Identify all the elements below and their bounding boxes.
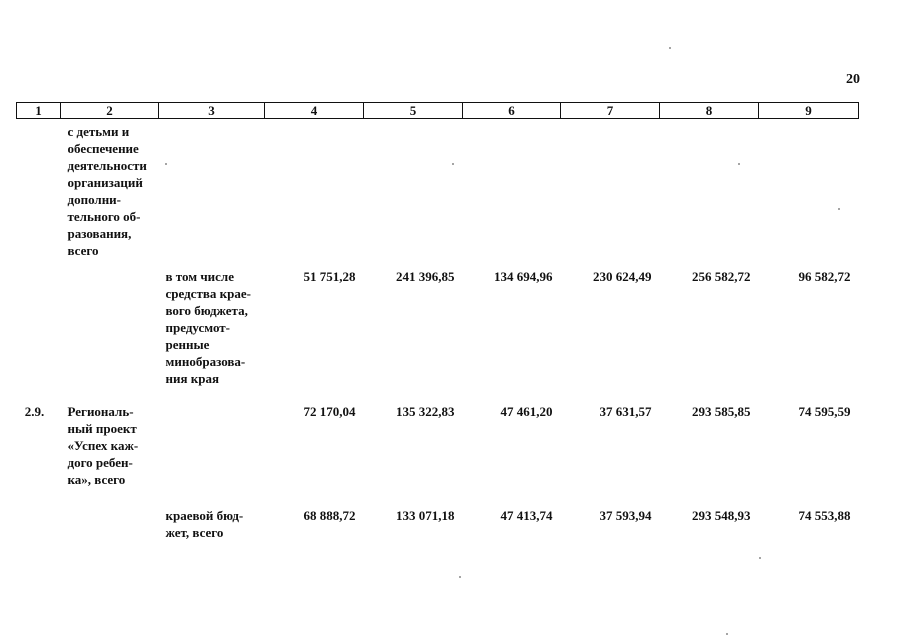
table-row <box>17 501 859 541</box>
value-col-4: 68 888,72 <box>303 508 356 523</box>
value-col-4: 72 170,04 <box>303 404 356 419</box>
column-header-6: 6 <box>463 103 561 119</box>
row-name: Региональ- ный проект «Успех каж- дого ребен- ка», всего <box>67 404 139 487</box>
value-col-8 <box>660 119 759 263</box>
row-number: 2.9. <box>24 404 45 419</box>
row-number <box>17 262 61 399</box>
column-header-9: 9 <box>759 103 859 119</box>
value-col-5 <box>364 119 463 263</box>
value-col-7: 37 593,94 <box>599 508 652 523</box>
column-header-4: 4 <box>265 103 364 119</box>
column-header-3: 3 <box>159 103 265 119</box>
scan-speck <box>459 576 461 578</box>
value-col-5: 133 071,18 <box>396 508 455 523</box>
column-header-7: 7 <box>561 103 660 119</box>
scan-speck <box>759 557 761 559</box>
scan-speck <box>165 163 167 165</box>
row-name <box>61 501 159 541</box>
table-row <box>17 262 859 399</box>
value-col-5: 135 322,83 <box>396 404 455 419</box>
value-col-4 <box>265 119 364 263</box>
header-row <box>17 103 859 119</box>
table-header <box>17 103 859 119</box>
row-funding-source: в том числе средства крае- вого бюджета, предусмот- ренные минобразова- ния края <box>165 269 251 386</box>
row-funding-source <box>159 399 265 501</box>
row-number <box>17 501 61 541</box>
value-col-7: 37 631,57 <box>599 404 652 419</box>
value-col-4: 51 751,28 <box>303 269 356 284</box>
value-col-7 <box>561 119 660 263</box>
page-number: 20 <box>846 72 860 87</box>
row-name: с детьми и обеспечение деятельности организаций дополни- тельного об- разования, всего <box>67 124 147 258</box>
scan-speck <box>738 163 740 165</box>
value-col-8: 293 548,93 <box>692 508 751 523</box>
value-col-6: 47 461,20 <box>500 404 553 419</box>
value-col-8: 293 585,85 <box>692 404 751 419</box>
column-header-5: 5 <box>364 103 463 119</box>
row-number <box>17 119 61 263</box>
value-col-9: 96 582,72 <box>798 269 851 284</box>
row-funding-source: краевой бюд- жет, всего <box>165 508 244 540</box>
row-name <box>61 262 159 399</box>
column-header-2: 2 <box>61 103 159 119</box>
value-col-9: 74 595,59 <box>798 404 851 419</box>
value-col-8: 256 582,72 <box>692 269 751 284</box>
scan-speck <box>838 208 840 210</box>
value-col-6 <box>463 119 561 263</box>
row-funding-source <box>159 119 265 263</box>
scan-speck <box>452 163 454 165</box>
budget-table <box>16 102 859 541</box>
table-row <box>17 399 859 501</box>
value-col-9: 74 553,88 <box>798 508 851 523</box>
scan-speck <box>726 633 728 635</box>
value-col-7: 230 624,49 <box>593 269 652 284</box>
scan-speck <box>669 47 671 49</box>
column-header-1: 1 <box>17 103 61 119</box>
value-col-5: 241 396,85 <box>396 269 455 284</box>
value-col-6: 134 694,96 <box>494 269 553 284</box>
value-col-6: 47 413,74 <box>500 508 553 523</box>
value-col-9 <box>759 119 859 263</box>
table-body <box>17 119 859 542</box>
table-row <box>17 119 859 263</box>
column-header-8: 8 <box>660 103 759 119</box>
